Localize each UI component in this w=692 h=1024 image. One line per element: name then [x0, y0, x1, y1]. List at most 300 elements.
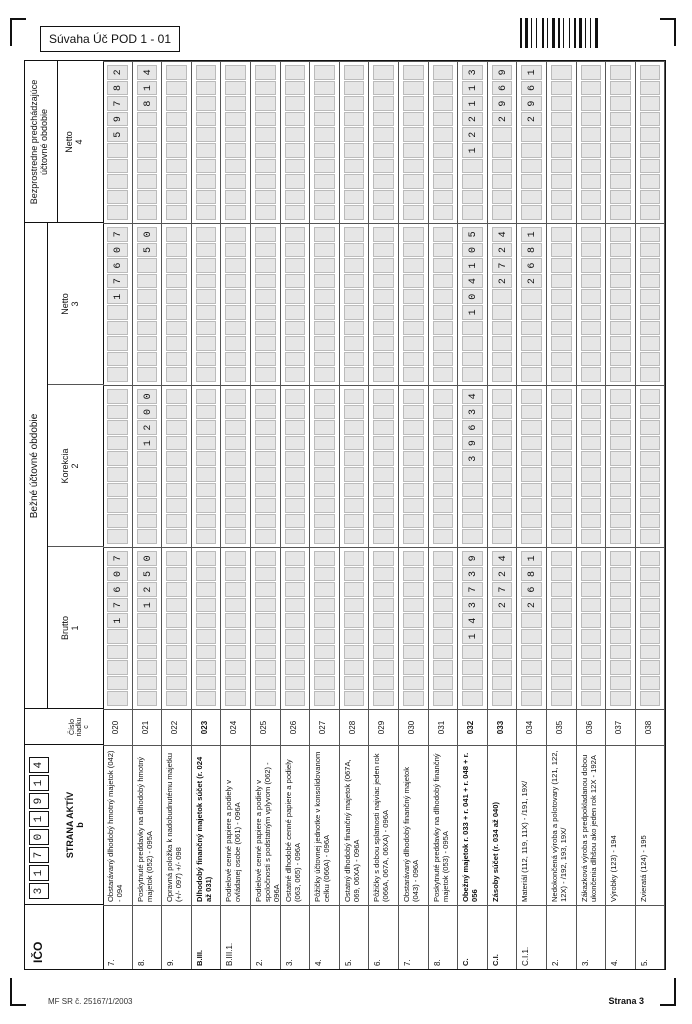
digit-box	[166, 367, 187, 382]
digit-box	[433, 660, 454, 675]
digit-box	[551, 174, 572, 189]
digit-box	[403, 514, 424, 529]
digit-box	[610, 567, 631, 582]
digit-box	[196, 613, 217, 628]
amount-brutto[interactable]	[133, 547, 162, 709]
amount-korekcia[interactable]	[606, 385, 635, 547]
digit-box	[255, 551, 276, 566]
ico-field[interactable]	[29, 757, 49, 899]
digit-box	[166, 305, 187, 320]
digit-box	[137, 159, 158, 174]
amount-brutto[interactable]	[429, 547, 458, 709]
amount-korekcia[interactable]	[636, 385, 665, 547]
digit-box	[285, 143, 306, 158]
digit-box	[610, 96, 631, 111]
digit-box	[107, 336, 128, 351]
digit-box	[196, 582, 217, 597]
table-row	[192, 61, 222, 969]
digit-box	[344, 367, 365, 382]
digit-box	[314, 227, 335, 242]
row-designation: 7.	[399, 905, 428, 969]
form-title: Súvaha Úč POD 1 - 01	[40, 26, 180, 52]
row-number: 031	[429, 709, 458, 745]
digit-box	[285, 321, 306, 336]
amount-netto[interactable]	[488, 223, 517, 385]
digit-box	[285, 676, 306, 691]
digit-box	[403, 205, 424, 220]
amount-korekcia[interactable]	[369, 385, 398, 547]
amount-digit-boxes	[610, 551, 631, 706]
digit-box	[225, 174, 246, 189]
digit-box: 0	[107, 243, 128, 258]
digit-box	[551, 205, 572, 220]
digit-box	[492, 336, 513, 351]
amount-korekcia[interactable]	[517, 385, 546, 547]
amount-prev[interactable]	[133, 61, 162, 223]
digit-box	[610, 289, 631, 304]
digit-box	[344, 598, 365, 613]
row-description: Ostatné dlhodobé cenné papiere a podiely (063, 065) - 096A	[281, 745, 310, 905]
digit-box	[137, 190, 158, 205]
amount-prev[interactable]	[577, 61, 606, 223]
digit-box	[640, 420, 661, 435]
digit-box	[196, 551, 217, 566]
digit-box	[344, 451, 365, 466]
digit-box	[137, 613, 158, 628]
digit-box	[462, 367, 483, 382]
amount-korekcia[interactable]	[281, 385, 310, 547]
amount-netto[interactable]	[310, 223, 339, 385]
digit-box	[373, 529, 394, 544]
digit-box	[581, 336, 602, 351]
amount-prev[interactable]	[340, 61, 369, 223]
digit-box	[107, 436, 128, 451]
digit-box	[166, 420, 187, 435]
amount-prev[interactable]	[310, 61, 339, 223]
amount-prev[interactable]	[429, 61, 458, 223]
amount-brutto[interactable]	[577, 547, 606, 709]
amount-digit-boxes	[107, 65, 128, 220]
digit-box	[373, 676, 394, 691]
digit-box	[551, 289, 572, 304]
digit-box	[314, 321, 335, 336]
digit-box: 3	[462, 65, 483, 80]
digit-box	[403, 451, 424, 466]
amount-digit-boxes	[255, 227, 276, 382]
row-designation: 3.	[577, 905, 606, 969]
barcode-bar	[542, 18, 544, 48]
amount-prev[interactable]	[547, 61, 576, 223]
amount-korekcia[interactable]	[133, 385, 162, 547]
digit-box	[107, 451, 128, 466]
digit-box	[521, 420, 542, 435]
digit-box	[285, 96, 306, 111]
digit-box	[344, 305, 365, 320]
digit-box	[225, 483, 246, 498]
digit-box	[196, 274, 217, 289]
digit-box	[196, 127, 217, 142]
amount-brutto[interactable]	[162, 547, 191, 709]
amount-netto[interactable]	[429, 223, 458, 385]
digit-box	[373, 629, 394, 644]
digit-box	[610, 436, 631, 451]
table-row	[399, 61, 429, 969]
amount-prev[interactable]	[606, 61, 635, 223]
header-ico	[25, 904, 103, 969]
digit-box: 0	[107, 567, 128, 582]
amount-korekcia[interactable]	[429, 385, 458, 547]
digit-box	[285, 336, 306, 351]
digit-box	[107, 367, 128, 382]
row-designation: C.	[458, 905, 487, 969]
amount-brutto[interactable]	[636, 547, 665, 709]
row-number: 025	[251, 709, 280, 745]
digit-box	[137, 467, 158, 482]
amount-digit-boxes	[640, 65, 661, 220]
digit-box	[521, 483, 542, 498]
digit-box	[166, 660, 187, 675]
digit-box	[433, 81, 454, 96]
amount-korekcia[interactable]	[340, 385, 369, 547]
digit-box	[107, 405, 128, 420]
barcode-bar	[574, 18, 576, 48]
digit-box: 3	[462, 451, 483, 466]
digit-box	[610, 352, 631, 367]
amount-digit-boxes	[344, 227, 365, 382]
digit-box	[403, 629, 424, 644]
digit-box	[107, 629, 128, 644]
amount-netto[interactable]	[192, 223, 221, 385]
header-brutto	[47, 546, 104, 709]
amount-digit-boxes	[314, 551, 335, 706]
digit-box	[581, 660, 602, 675]
amount-korekcia[interactable]	[162, 385, 191, 547]
digit-box	[196, 143, 217, 158]
digit-box	[344, 514, 365, 529]
digit-box	[640, 467, 661, 482]
digit-box	[373, 81, 394, 96]
amount-digit-boxes	[196, 65, 217, 220]
amount-prev[interactable]	[192, 61, 221, 223]
table-row	[636, 61, 666, 969]
amount-digit-boxes	[492, 65, 513, 220]
digit-box	[225, 143, 246, 158]
amount-netto[interactable]	[162, 223, 191, 385]
amount-brutto[interactable]	[340, 547, 369, 709]
amount-brutto[interactable]	[281, 547, 310, 709]
digit-box	[314, 389, 335, 404]
digit-box	[373, 174, 394, 189]
amount-prev[interactable]	[162, 61, 191, 223]
digit-box	[285, 274, 306, 289]
amount-prev[interactable]	[488, 61, 517, 223]
digit-box	[403, 582, 424, 597]
amount-digit-boxes	[107, 389, 128, 544]
digit-box	[403, 159, 424, 174]
digit-box: 2	[137, 582, 158, 597]
digit-box: 2	[492, 243, 513, 258]
digit-box	[433, 529, 454, 544]
amount-digit-boxes	[581, 65, 602, 220]
digit-box	[255, 205, 276, 220]
digit-box	[462, 467, 483, 482]
amount-digit-boxes	[433, 227, 454, 382]
digit-box	[433, 258, 454, 273]
amount-prev[interactable]	[103, 61, 132, 223]
amount-korekcia[interactable]	[192, 385, 221, 547]
digit-box: 1	[462, 629, 483, 644]
amount-korekcia[interactable]	[310, 385, 339, 547]
digit-box	[314, 127, 335, 142]
table-row	[577, 61, 607, 969]
digit-box	[196, 96, 217, 111]
amount-prev[interactable]	[399, 61, 428, 223]
digit-box	[521, 305, 542, 320]
digit-box	[285, 436, 306, 451]
digit-box	[610, 691, 631, 706]
digit-box	[581, 243, 602, 258]
amount-korekcia[interactable]	[458, 385, 487, 547]
amount-netto[interactable]	[399, 223, 428, 385]
digit-box	[225, 420, 246, 435]
digit-box	[433, 190, 454, 205]
digit-box	[433, 127, 454, 142]
amount-netto[interactable]	[103, 223, 132, 385]
digit-box	[640, 582, 661, 597]
digit-box	[166, 529, 187, 544]
barcode-bar	[563, 18, 564, 48]
digit-box	[225, 676, 246, 691]
amount-prev[interactable]	[221, 61, 250, 223]
amount-digit-boxes	[285, 65, 306, 220]
barcode-bar	[592, 18, 594, 48]
digit-box	[196, 498, 217, 513]
digit-box	[107, 205, 128, 220]
amount-brutto[interactable]	[488, 547, 517, 709]
digit-box	[255, 321, 276, 336]
digit-box	[492, 467, 513, 482]
digit-box	[551, 190, 572, 205]
digit-box	[640, 367, 661, 382]
amount-digit-boxes	[166, 389, 187, 544]
amount-prev[interactable]	[636, 61, 665, 223]
digit-box: 7	[492, 258, 513, 273]
digit-box	[581, 676, 602, 691]
digit-box	[433, 143, 454, 158]
digit-box	[521, 159, 542, 174]
digit-box	[433, 405, 454, 420]
digit-box	[314, 567, 335, 582]
amount-netto[interactable]	[281, 223, 310, 385]
digit-box: 3	[462, 598, 483, 613]
digit-box	[551, 405, 572, 420]
digit-box	[373, 367, 394, 382]
digit-box	[581, 159, 602, 174]
digit-box: 7	[107, 551, 128, 566]
digit-box	[373, 227, 394, 242]
amount-brutto[interactable]	[192, 547, 221, 709]
digit-box	[610, 467, 631, 482]
amount-korekcia[interactable]	[488, 385, 517, 547]
amount-brutto[interactable]	[399, 547, 428, 709]
amount-korekcia[interactable]	[577, 385, 606, 547]
amount-prev[interactable]	[458, 61, 487, 223]
digit-box	[373, 243, 394, 258]
header-predch-label: Bezprostredne predchádzajúce účtovné obdobie	[29, 79, 49, 205]
digit-box	[492, 498, 513, 513]
table-row	[251, 61, 281, 969]
amount-brutto[interactable]	[547, 547, 576, 709]
digit-box: 5	[137, 567, 158, 582]
digit-box	[137, 174, 158, 189]
digit-box	[373, 112, 394, 127]
row-description: Podielové cenné papiere a podiely v spoločnosti s podstatným vplyvom (062) - 096A	[251, 745, 280, 905]
amount-digit-boxes	[285, 389, 306, 544]
amount-digit-boxes	[255, 551, 276, 706]
amount-brutto[interactable]	[458, 547, 487, 709]
digit-box: 6	[107, 582, 128, 597]
digit-box	[433, 567, 454, 582]
digit-box	[373, 389, 394, 404]
digit-box	[314, 143, 335, 158]
row-number: 020	[103, 709, 132, 745]
table-row	[369, 61, 399, 969]
digit-box	[225, 551, 246, 566]
amount-prev[interactable]	[369, 61, 398, 223]
digit-box	[640, 243, 661, 258]
digit-box	[285, 467, 306, 482]
digit-box	[344, 321, 365, 336]
digit-box	[137, 274, 158, 289]
digit-box	[610, 613, 631, 628]
digit-box	[344, 420, 365, 435]
digit-box	[403, 498, 424, 513]
digit-box	[196, 567, 217, 582]
digit-box	[373, 143, 394, 158]
digit-box	[107, 498, 128, 513]
amount-netto[interactable]	[577, 223, 606, 385]
digit-box	[166, 389, 187, 404]
digit-box	[492, 629, 513, 644]
digit-box	[255, 289, 276, 304]
amount-brutto[interactable]	[310, 547, 339, 709]
digit-box	[285, 451, 306, 466]
amount-netto[interactable]	[369, 223, 398, 385]
digit-box	[255, 629, 276, 644]
digit-box	[285, 65, 306, 80]
digit-box	[314, 405, 335, 420]
digit-box: 4	[492, 227, 513, 242]
digit-box	[462, 174, 483, 189]
ico-digit: 1	[29, 811, 49, 827]
header-cislo-riadku-label: Číslo riadku c	[69, 717, 90, 737]
amount-netto[interactable]	[547, 223, 576, 385]
digit-box	[373, 205, 394, 220]
digit-box	[373, 420, 394, 435]
amount-prev[interactable]	[251, 61, 280, 223]
amount-netto[interactable]	[517, 223, 546, 385]
digit-box: 0	[137, 551, 158, 566]
digit-box	[314, 336, 335, 351]
digit-box	[107, 467, 128, 482]
digit-box	[403, 420, 424, 435]
digit-box	[166, 613, 187, 628]
amount-korekcia[interactable]	[221, 385, 250, 547]
amount-brutto[interactable]	[221, 547, 250, 709]
digit-box	[403, 143, 424, 158]
row-number: 037	[606, 709, 635, 745]
row-description: Výrobky (123) - 194	[606, 745, 635, 905]
amount-netto[interactable]	[340, 223, 369, 385]
amount-brutto[interactable]	[251, 547, 280, 709]
amount-prev[interactable]	[517, 61, 546, 223]
digit-box	[314, 81, 335, 96]
amount-prev[interactable]	[281, 61, 310, 223]
amount-netto[interactable]	[133, 223, 162, 385]
digit-box	[640, 258, 661, 273]
amount-korekcia[interactable]	[399, 385, 428, 547]
digit-box	[255, 582, 276, 597]
digit-box	[314, 498, 335, 513]
digit-box	[166, 451, 187, 466]
amount-netto[interactable]	[251, 223, 280, 385]
amount-korekcia[interactable]	[547, 385, 576, 547]
amount-brutto[interactable]	[606, 547, 635, 709]
digit-box	[255, 389, 276, 404]
digit-box	[285, 691, 306, 706]
digit-box	[492, 389, 513, 404]
amount-netto[interactable]	[221, 223, 250, 385]
header-netto4-label: Netto 4	[64, 131, 84, 153]
amount-brutto[interactable]	[369, 547, 398, 709]
table-row	[458, 61, 488, 969]
digit-box	[610, 274, 631, 289]
digit-box	[373, 498, 394, 513]
digit-box	[403, 127, 424, 142]
digit-box	[610, 336, 631, 351]
amount-brutto[interactable]	[103, 547, 132, 709]
digit-box	[373, 451, 394, 466]
amount-netto[interactable]	[636, 223, 665, 385]
digit-box	[610, 367, 631, 382]
digit-box	[640, 127, 661, 142]
page-number: Strana 3	[608, 996, 644, 1006]
digit-box	[433, 65, 454, 80]
amount-korekcia[interactable]	[251, 385, 280, 547]
table-row	[310, 61, 340, 969]
row-number: 033	[488, 709, 517, 745]
barcode-bar	[569, 18, 570, 48]
row-number: 030	[399, 709, 428, 745]
digit-box: 2	[521, 112, 542, 127]
digit-box	[640, 81, 661, 96]
amount-netto[interactable]	[458, 223, 487, 385]
amount-netto[interactable]	[606, 223, 635, 385]
digit-box	[433, 629, 454, 644]
amount-korekcia[interactable]	[103, 385, 132, 547]
digit-box	[344, 483, 365, 498]
amount-digit-boxes	[551, 227, 572, 382]
amount-digit-boxes	[551, 551, 572, 706]
amount-brutto[interactable]	[517, 547, 546, 709]
digit-box	[196, 174, 217, 189]
digit-box	[373, 190, 394, 205]
digit-box	[225, 389, 246, 404]
digit-box: 4	[492, 551, 513, 566]
amount-digit-boxes	[492, 551, 513, 706]
amount-digit-boxes	[255, 65, 276, 220]
digit-box	[403, 529, 424, 544]
